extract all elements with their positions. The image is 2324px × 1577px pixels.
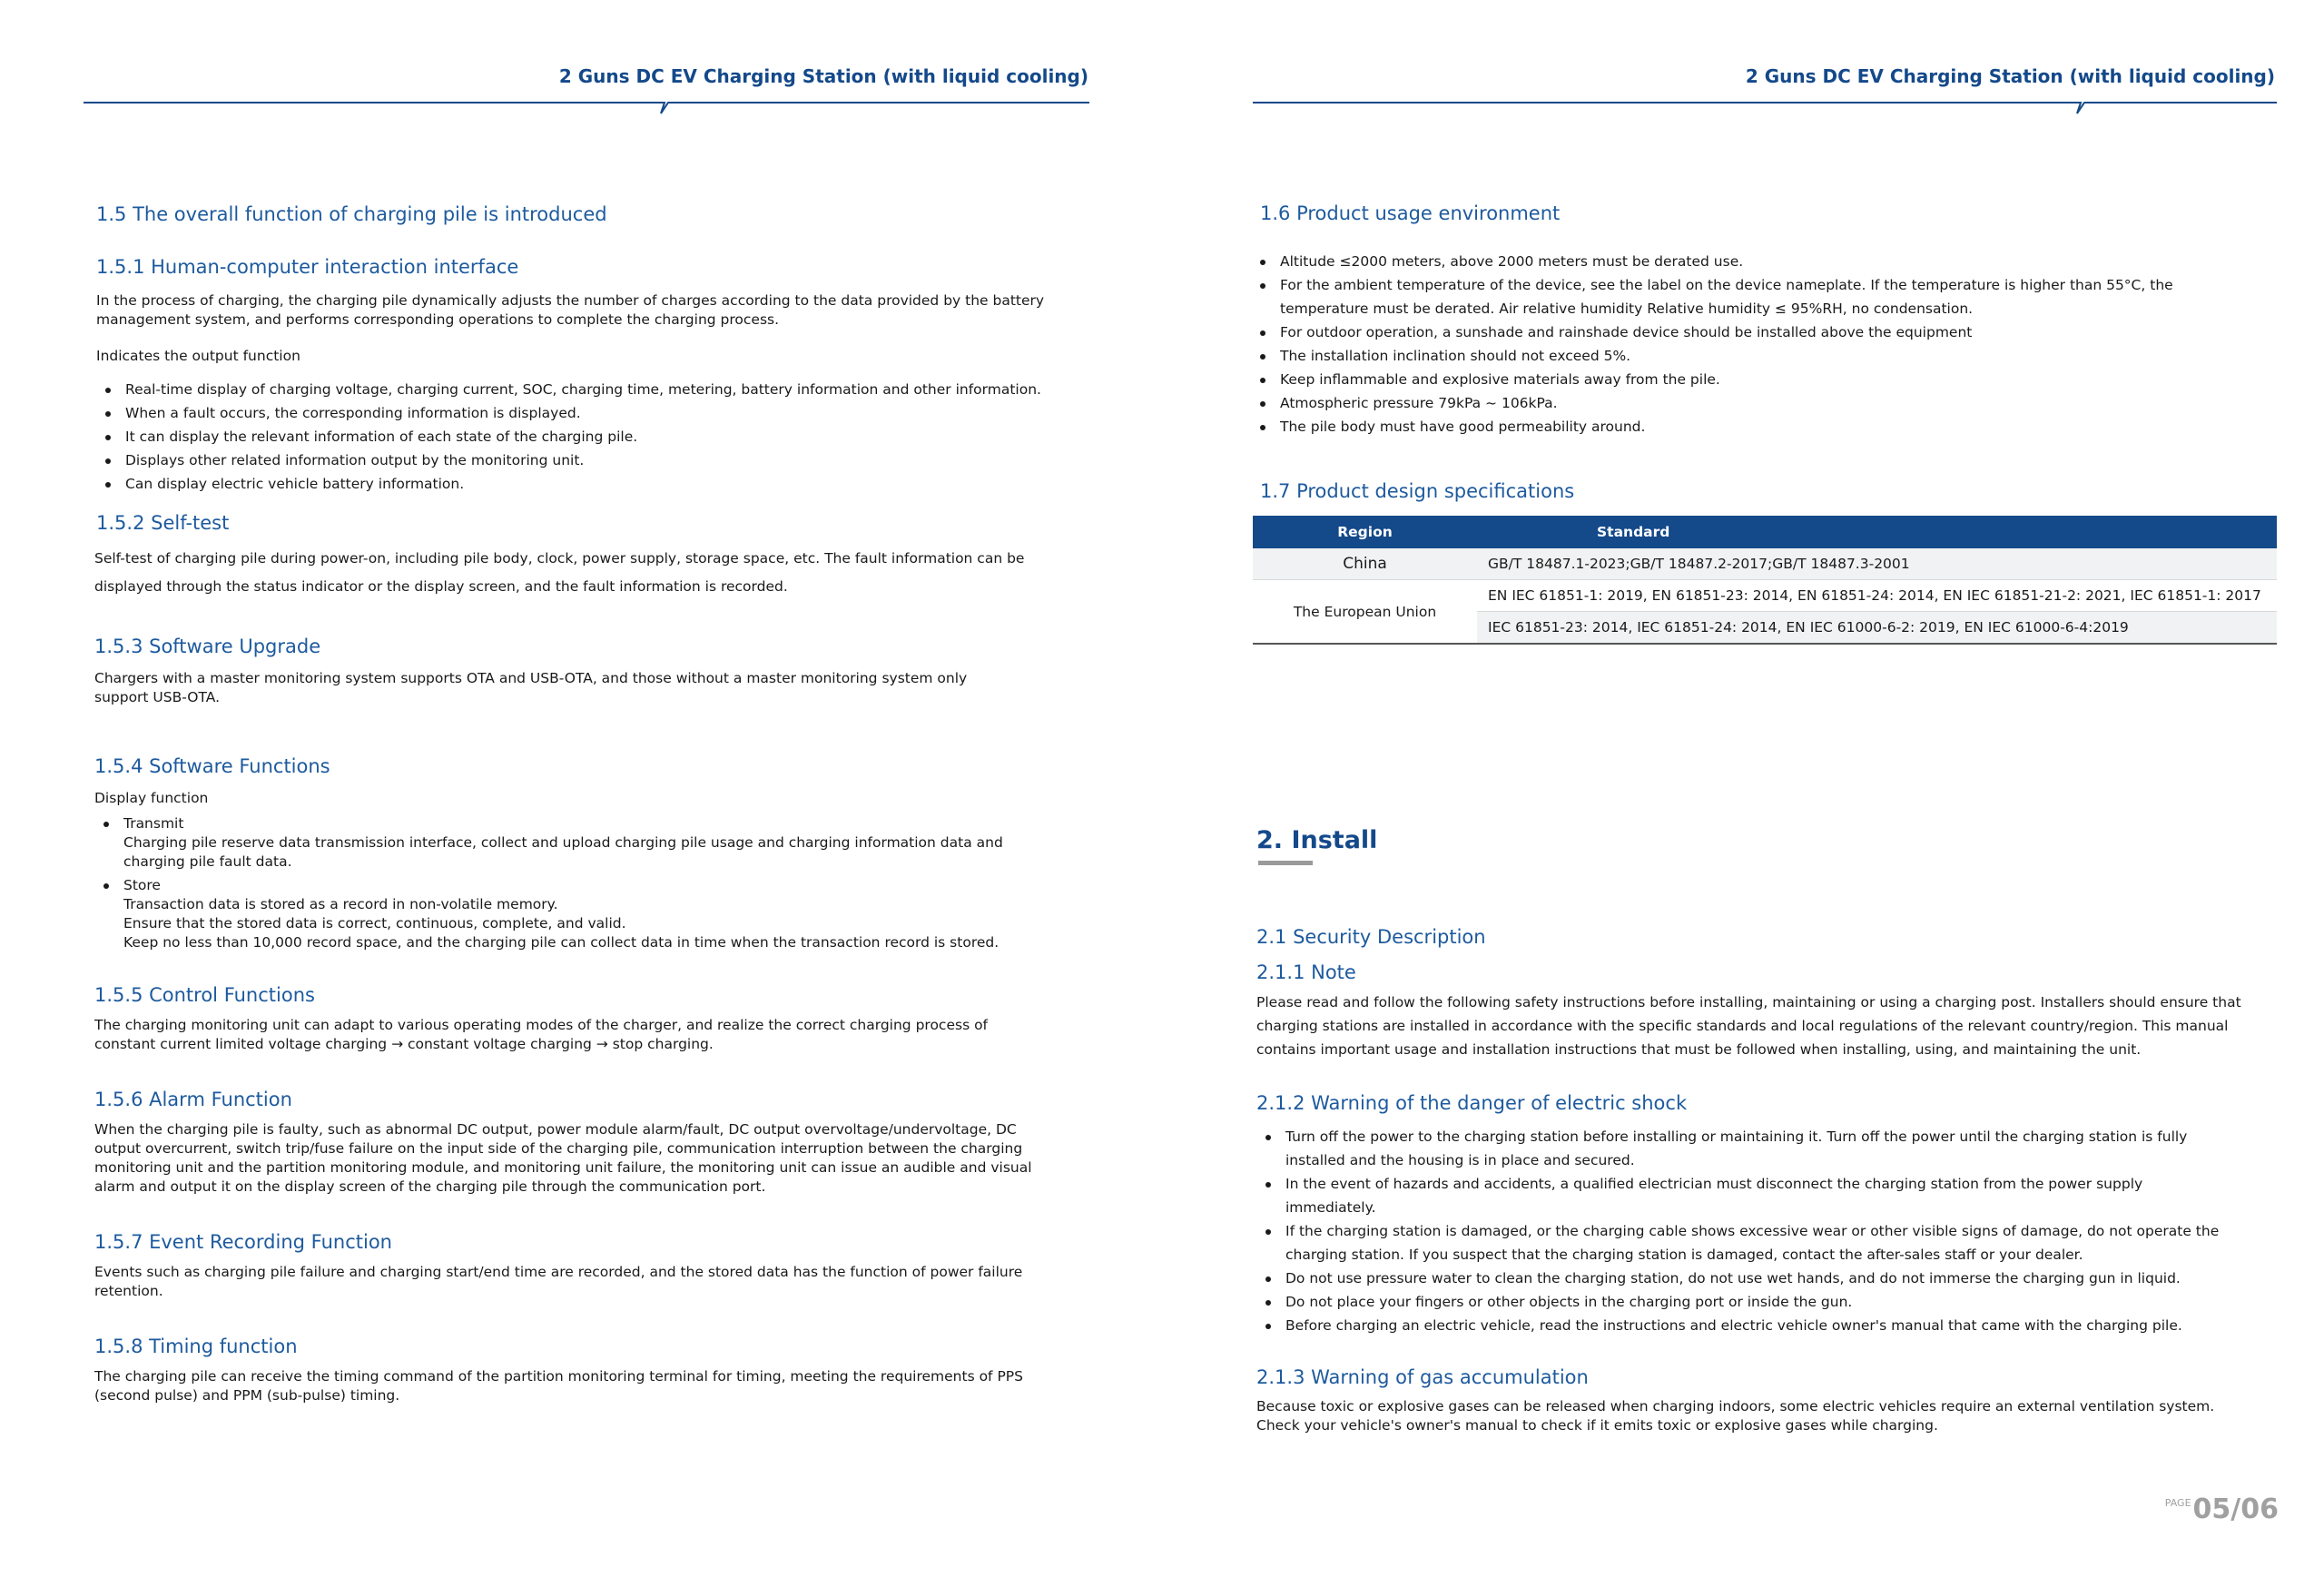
section-2-1-1-title: 2.1.1 Note bbox=[1256, 961, 1356, 983]
section-1-5-8-paragraph: The charging pile can receive the timing command of the partition monitoring terminal for timing, meeting the requirements of PPS (second pulse) and PPM (sub-pulse) timing. bbox=[94, 1368, 1023, 1404]
section-1-5-title: 1.5 The overall function of charging pile is introduced bbox=[96, 203, 607, 225]
table-header-row bbox=[1253, 516, 2277, 548]
list-item-label: Transmit bbox=[123, 815, 184, 832]
list-item: Atmospheric pressure 79kPa ~ 106kPa. bbox=[1251, 391, 2231, 415]
list-item: Keep inflammable and explosive materials away from the pile. bbox=[1251, 368, 2231, 391]
list-item: For the ambient temperature of the device, see the label on the device nameplate. If the temperature is higher than 55°C, the temperature must be derated. Air relative humidity Relative humidity ≤ 95%RH, no condensation. bbox=[1251, 273, 2231, 320]
header-rule-left-part bbox=[84, 102, 665, 103]
header-rule-left-part bbox=[1253, 102, 2081, 103]
section-1-5-3-paragraph: Chargers with a master monitoring system supports OTA and USB-OTA, and those without a master monitoring system only support USB-OTA. bbox=[94, 670, 968, 705]
running-header: 2 Guns DC EV Charging Station (with liquid cooling) bbox=[558, 65, 1088, 87]
list-item: Displays other related information output by the monitoring unit. bbox=[96, 448, 1095, 472]
section-1-5-4-title: 1.5.4 Software Functions bbox=[94, 755, 330, 777]
section-1-5-4-lead: Display function bbox=[94, 790, 209, 806]
list-item: Altitude ≤2000 meters, above 2000 meters must be derated use. bbox=[1251, 250, 2231, 273]
list-item: It can display the relevant information of each state of the charging pile. bbox=[96, 425, 1095, 448]
table-row bbox=[1253, 548, 2277, 580]
list-item bbox=[94, 876, 1048, 952]
section-1-5-6-title: 1.5.6 Alarm Function bbox=[94, 1089, 292, 1110]
section-1-5-7-title: 1.5.7 Event Recording Function bbox=[94, 1231, 392, 1253]
section-1-5-5-title: 1.5.5 Control Functions bbox=[94, 984, 315, 1006]
list-item-text: Transaction data is stored as a record in non-volatile memory. bbox=[123, 896, 558, 912]
list-item: In the event of hazards and accidents, a qualified electrician must disconnect the charging station from the power supply immediately. bbox=[1256, 1172, 2237, 1219]
list-item: Do not use pressure water to clean the charging station, do not use wet hands, and do not immerse the charging gun in liquid. bbox=[1256, 1267, 2237, 1290]
running-header: 2 Guns DC EV Charging Station (with liquid cooling) bbox=[1745, 65, 2275, 87]
list-item-text: Keep no less than 10,000 record space, and the charging pile can collect data in time when the transaction record is stored. bbox=[123, 934, 1000, 951]
chapter-title-underline bbox=[1258, 861, 1313, 865]
section-2-1-2-title: 2.1.2 Warning of the danger of electric shock bbox=[1256, 1092, 1688, 1114]
section-2-1-2-list bbox=[1256, 1125, 2237, 1337]
list-item: Before charging an electric vehicle, read the instructions and electric vehicle owner's manual that came with the charging pile. bbox=[1256, 1314, 2237, 1337]
spec-table bbox=[1253, 516, 2277, 645]
table-cell-standard: IEC 61851-23: 2014, IEC 61851-24: 2014, EN IEC 61000-6-2: 2019, EN IEC 61000-6-4:2019 bbox=[1477, 612, 2277, 645]
list-item-text: Charging pile reserve data transmission interface, collect and upload charging pile usage and charging information data and charging pile fault data. bbox=[123, 834, 1003, 870]
section-1-5-2-paragraph: Self-test of charging pile during power-on, including pile body, clock, power supply, storage space, etc. The fault information can be displayed through the status indicator or the display screen, and the fault information is recorded. bbox=[94, 550, 1025, 595]
section-2-1-title: 2.1 Security Description bbox=[1256, 926, 1486, 948]
list-item: Turn off the power to the charging station before installing or maintaining it. Turn off the power until the charging station is fully installed and the housing is in place and secured. bbox=[1256, 1125, 2237, 1172]
table-row bbox=[1253, 580, 2277, 612]
table-cell-region: The European Union bbox=[1253, 580, 1477, 645]
page-number-value: 05/06 bbox=[2192, 1493, 2279, 1525]
list-item: The installation inclination should not exceed 5%. bbox=[1251, 344, 2231, 368]
section-2-1-1-paragraph: Please read and follow the following safety instructions before installing, maintaining or using a charging post. Installers should ensure that charging stations are installed in accordance with the specific standards and local regulations of the relevant country/region. This manual contains important usage and installation instructions that must be followed when installing, using, and maintaining the unit. bbox=[1256, 994, 2241, 1058]
list-item: If the charging station is damaged, or the charging cable shows excessive wear or other visible signs of damage, do not operate the charging station. If you suspect that the charging station is damaged, contact the after-sales staff or your dealer. bbox=[1256, 1219, 2237, 1267]
page-number bbox=[2165, 1493, 2279, 1525]
page-number-label: PAGE bbox=[2164, 1497, 2191, 1509]
chapter-2-title: 2. Install bbox=[1256, 826, 1378, 854]
section-1-5-7-paragraph: Events such as charging pile failure and charging start/end time are recorded, and the stored data has the function of power failure retention. bbox=[94, 1264, 1023, 1299]
header-rule-notch bbox=[657, 94, 672, 114]
list-item: For outdoor operation, a sunshade and rainshade device should be installed above the equipment bbox=[1251, 320, 2231, 344]
table-header-standard: Standard bbox=[1477, 516, 2277, 548]
list-item: Can display electric vehicle battery information. bbox=[96, 472, 1095, 496]
section-1-5-1-lead: Indicates the output function bbox=[96, 348, 300, 364]
section-1-5-1-paragraph: In the process of charging, the charging pile dynamically adjusts the number of charges according to the data provided by the battery management system, and performs corresponding operations to complete the charging process. bbox=[96, 292, 1045, 328]
table-header-region: Region bbox=[1253, 516, 1477, 548]
header-rule-right-part bbox=[2088, 102, 2277, 103]
section-1-7-title: 1.7 Product design specifications bbox=[1260, 480, 1575, 502]
section-1-5-8-title: 1.5.8 Timing function bbox=[94, 1336, 298, 1357]
section-1-5-4-list bbox=[94, 814, 1048, 952]
list-item: Real-time display of charging voltage, charging current, SOC, charging time, metering, battery information and other information. bbox=[96, 378, 1095, 401]
table-cell-region: China bbox=[1253, 548, 1477, 580]
list-item: The pile body must have good permeability around. bbox=[1251, 415, 2231, 439]
right-page bbox=[1162, 0, 2324, 1577]
list-item: When a fault occurs, the corresponding information is displayed. bbox=[96, 401, 1095, 425]
list-item-text: Ensure that the stored data is correct, continuous, complete, and valid. bbox=[123, 915, 626, 931]
section-1-5-5-paragraph: The charging monitoring unit can adapt to various operating modes of the charger, and realize the correct charging process of constant current limited voltage charging → constant voltage charging → stop charging. bbox=[94, 1017, 989, 1052]
list-item: Do not place your fingers or other objects in the charging port or inside the gun. bbox=[1256, 1290, 2237, 1314]
table-cell-standard: GB/T 18487.1-2023;GB/T 18487.2-2017;GB/T 18487.3-2001 bbox=[1477, 548, 2277, 580]
section-1-5-2-title: 1.5.2 Self-test bbox=[96, 512, 230, 534]
header-rule-right-part bbox=[672, 102, 1089, 103]
section-1-5-3-title: 1.5.3 Software Upgrade bbox=[94, 636, 321, 657]
section-1-5-1-list bbox=[96, 378, 1095, 496]
section-2-1-3-paragraph: Because toxic or explosive gases can be released when charging indoors, some electric vehicles require an external ventilation system. Check your vehicle's owner's manual to check if it emits toxic or explosive gases while charging. bbox=[1256, 1398, 2215, 1434]
header-rule-notch bbox=[2073, 94, 2088, 114]
section-1-5-6-paragraph: When the charging pile is faulty, such as abnormal DC output, power module alarm/fault, DC output overvoltage/undervoltage, DC output overcurrent, switch trip/fuse failure on the input side of the charging pile, communication interruption between the charging monitoring unit and the partition monitoring module, and monitoring unit failure, the monitoring unit can issue an audible and visual alarm and output it on the display screen of the charging pile through the communication port. bbox=[94, 1121, 1032, 1195]
section-2-1-3-title: 2.1.3 Warning of gas accumulation bbox=[1256, 1366, 1589, 1388]
section-1-6-title: 1.6 Product usage environment bbox=[1260, 202, 1561, 224]
list-item-label: Store bbox=[123, 877, 161, 893]
section-1-6-list bbox=[1251, 250, 2231, 439]
section-1-5-1-title: 1.5.1 Human-computer interaction interface bbox=[96, 256, 519, 278]
table-cell-standard: EN IEC 61851-1: 2019, EN 61851-23: 2014, EN 61851-24: 2014, EN IEC 61851-21-2: 2021, IEC 61851-1: 2017 bbox=[1477, 580, 2277, 612]
list-item bbox=[94, 814, 1048, 872]
